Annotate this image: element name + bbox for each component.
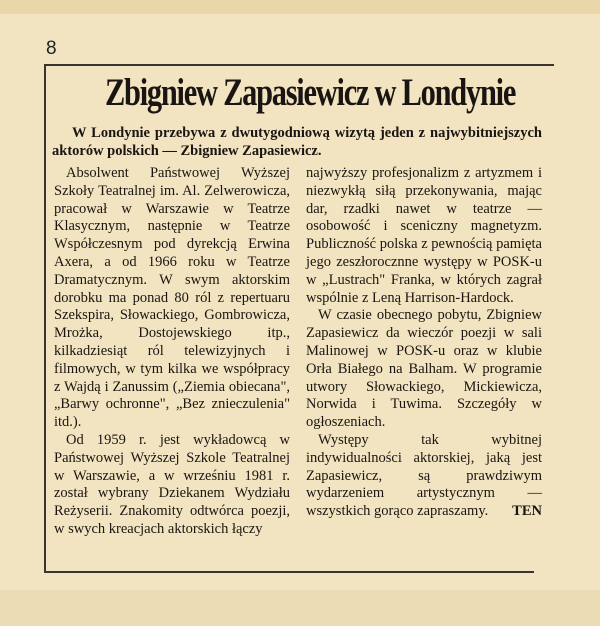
body-paragraph: najwyższy profesjonalizm z artyzmem i niezwykłą siłą przekonywania, mając dar, rzadki nawet w teatrze — osobowość i sceniczny magnetyzm. Publiczność polska z pewnością pamięta jego zeszłorocznne występy w POSK-u w „Lustrach" Franka, w których zagrał wspólnie z Leną Harrison-Hardock. (306, 165, 542, 306)
body-paragraph: W czasie obecnego pobytu, Zbigniew Zapasiewicz da wieczór poezji w sali Malinowej w POSK-u oraz w klubie Orła Białego na Balham. W programie utwory Słowackiego, Mickiewicza, Norwida i Tuwima. Szczegóły w ogłoszeniach. (306, 307, 542, 431)
left-rule (44, 64, 46, 572)
body-paragraph: Od 1959 r. jest wykładowcą w Państwowej Wyższej Szkole Teatralnej w Warszawie, a w wrześniu 1981 r. został wybrany Dziekanem Wydziału Reżyserii. Znakomity odtwórca poezji, w swych kreacjach aktorskich łączy (54, 431, 290, 537)
body-paragraph (306, 432, 542, 521)
paper-edge-bottom (0, 590, 600, 626)
page-number: 8 (46, 38, 57, 59)
lead-paragraph: W Londynie przebywa z dwutygodniową wizytą jeden z najwybitniejszych aktorów polskich — Zbigniew Zapasiewicz. (52, 125, 542, 159)
paper-edge-top (0, 0, 600, 14)
article-lead (52, 124, 542, 160)
article-headline: Zbigniew Zapasiewicz w Londynie (105, 71, 516, 114)
closing-text: Występy tak wybitnej indywidualności aktorskiej, jaką jest Zapasiewicz, są prawdziwym wydarzeniem artystycznym — wszystkich gorąco zapraszamy. (306, 431, 542, 520)
column-left (54, 165, 290, 539)
body-paragraph: Absolwent Państwowej Wyższej Szkoły Teatralnej im. Al. Zelwerowicza, pracował w Warszawie w Teatrze Klasycznym, następnie w Teatrze Współczesnym pod dyrekcją Erwina Axera, a od 1966 roku w Teatrze Dramatycznym. W swym aktorskim dorobku ma ponad 80 ról z repertuaru Szekspira, Słowackiego, Gombrowicza, Mrożka, Dostojewskiego itp., kilkadziesiąt ról telewizyjnych i filmowych, w tym kilka we współpracy z Wajdą i Zanussim („Ziemia obiecana", „Barwy ochronne", „Bez znieczulenia" itd.). (54, 165, 290, 431)
author-signature: TEN (512, 503, 542, 520)
top-rule (44, 64, 554, 66)
bottom-rule (44, 571, 534, 573)
article-body (54, 165, 542, 539)
column-right (306, 165, 542, 539)
